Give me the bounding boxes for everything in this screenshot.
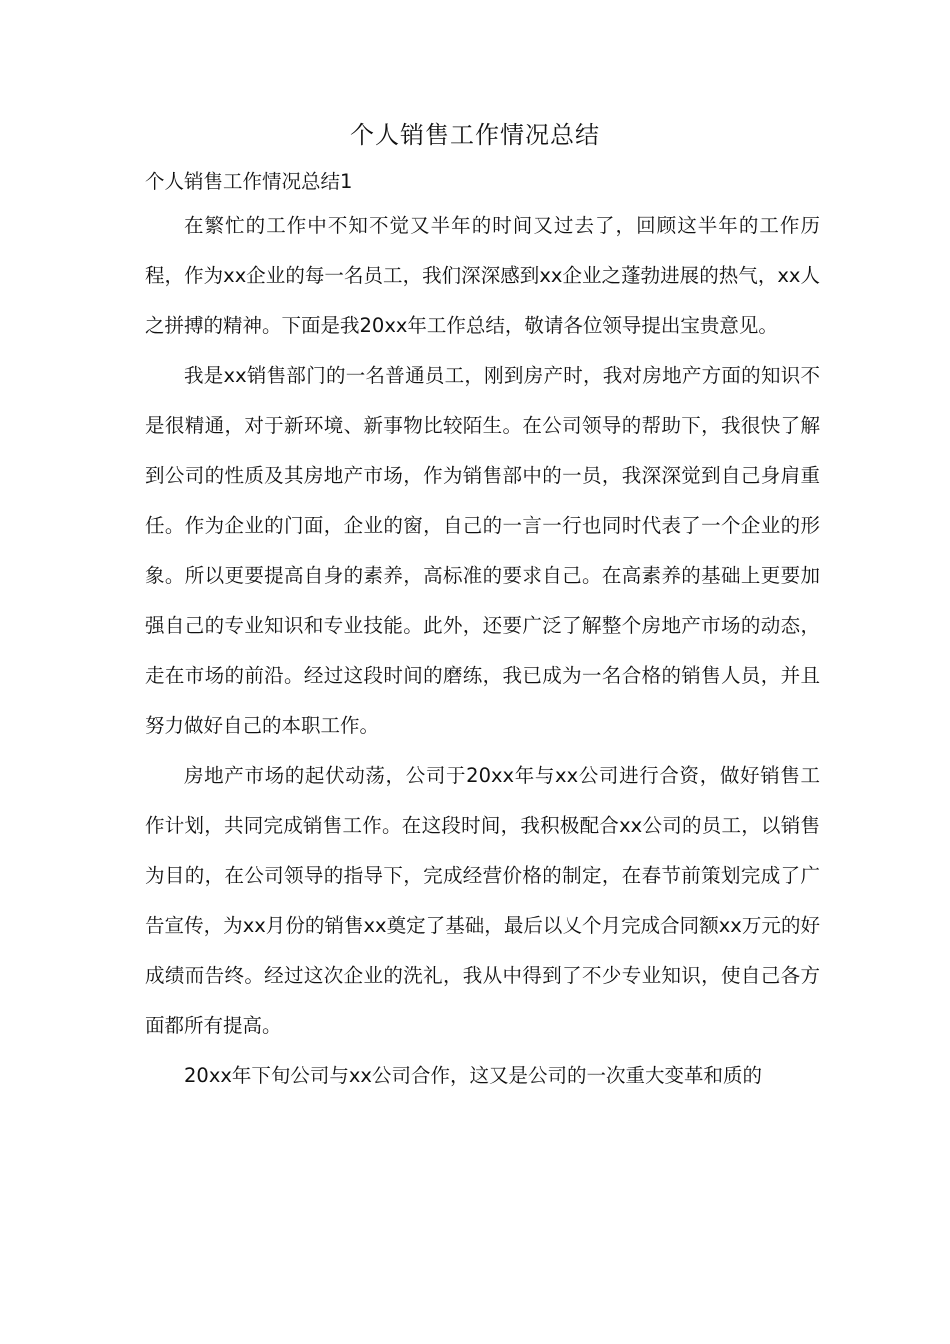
paragraph-3: 房地产市场的起伏动荡，公司于20xx年与xx公司进行合资，做好销售工作计划，共同完成销售工作。在这段时间，我积极配合xx公司的员工，以销售为目的，在公司领导的指导下，完成经营价格的制定，在春节前策划完成了广告宣传，为xx月份的销售xx奠定了基础，最后以乂个月完成合同额xx万元的好成绩而告终。经过这次企业的洗礼，我从中得到了不少专业知识，使自己各方面都所有提高。 xyxy=(145,764,820,1037)
document-body xyxy=(145,163,820,1101)
paragraph-2: 我是xx销售部门的一名普通员工，刚到房产时，我对房地产方面的知识不是很精通，对于新环境、新事物比较陌生。在公司领导的帮助下，我很快了解到公司的性质及其房地产市场，作为销售部中的一员，我深深觉到自己身肩重任。作为企业的门面，企业的窗，自己的一言一行也同时代表了一个企业的形象。所以更要提高自身的素养，高标准的要求自己。在高素养的基础上更要加强自己的专业知识和专业技能。此外，还要广泛了解整个房地产市场的动态，走在市场的前沿。经过这段时间的磨练，我已成为一名合格的销售人员，并且努力做好自己的本职工作。 xyxy=(145,364,820,737)
section-heading: 个人销售工作情况总结1 xyxy=(145,170,353,193)
paragraph-4: 20xx年下旬公司与xx公司合作，这又是公司的一次重大变革和质的 xyxy=(184,1064,762,1087)
document-title: 个人销售工作情况总结 xyxy=(350,121,600,149)
paragraph-1: 在繁忙的工作中不知不觉又半年的时间又过去了，回顾这半年的工作历程，作为xx企业的每一名员工，我们深深感到xx企业之蓬勃进展的热气，xx人之拼搏的精神。下面是我20xx年工作总结，敬请各位领导提出宝贵意见。 xyxy=(145,214,820,337)
